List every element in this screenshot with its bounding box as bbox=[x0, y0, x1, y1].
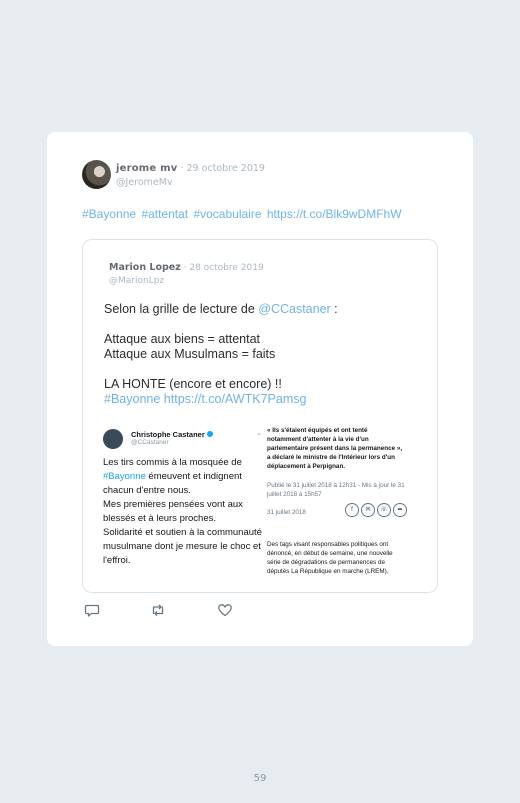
verified-icon bbox=[207, 431, 213, 437]
hashtag-link[interactable]: #vocabulaire bbox=[193, 207, 262, 221]
quoted-text-line: : bbox=[330, 302, 338, 316]
quoted-handle[interactable]: @MarionLpz bbox=[109, 276, 165, 286]
facebook-icon: f bbox=[345, 503, 359, 517]
quoted-text bbox=[104, 302, 424, 407]
avatar[interactable] bbox=[82, 160, 111, 189]
hashtag-link[interactable]: #attentat bbox=[141, 207, 189, 221]
url-link[interactable]: https://t.co/AWTK7Pamsg bbox=[163, 392, 307, 406]
separator: · bbox=[177, 163, 187, 174]
whatsapp-icon: ☏ bbox=[377, 503, 391, 517]
article-quote: « Ils s'étaient équipés et ont tenté notamment d'attenter à la vie d'un parlementaire présent dans la permanence », a déclaré le ministre de l'Intérieur lors d'un déplacement à Perpignan. bbox=[267, 427, 403, 470]
retweet-icon[interactable] bbox=[150, 602, 166, 618]
author-name[interactable]: jerome mv bbox=[116, 163, 178, 174]
tweet-author bbox=[116, 161, 265, 190]
email-icon: ✉ bbox=[361, 503, 375, 517]
author-handle[interactable]: @JeromeMv bbox=[116, 177, 173, 188]
article-paragraph: Des tags visant responsables politiques ont dénoncé, en début de semaine, une nouvelle série de dégradations de permanences de députés La République en marche (LREM), bbox=[267, 541, 393, 575]
quoted-text-line: Attaque aux Musulmans = faits bbox=[104, 347, 276, 361]
hashtag-link[interactable]: #Bayonne bbox=[82, 207, 137, 221]
screenshot-text: Les tirs commis à la mosquée de #Bayonne émeuvent et indignent chacun d'entre nous. Mes premières pensées vont aux blessés et à leurs proches. Solidarité et soutien à la communauté musulmane dont je mesure le choc et l'effroi. bbox=[103, 457, 262, 566]
share-icons bbox=[345, 503, 409, 517]
article-meta: Publié le 31 juillet 2018 à 12h31 - Mis à jour le 31 juillet 2018 à 15h57 bbox=[267, 482, 405, 498]
quoted-text-line: LA HONTE (encore et encore) !! bbox=[104, 377, 282, 391]
quoted-text-line: Attaque aux biens = attentat bbox=[104, 332, 261, 346]
quoted-author-name[interactable]: Marion Lopez bbox=[109, 262, 181, 273]
hashtag-link[interactable]: #Bayonne bbox=[104, 392, 161, 406]
chevron-down-icon: ⌄ bbox=[256, 430, 262, 437]
page-number: 59 bbox=[253, 773, 267, 784]
avatar bbox=[103, 429, 123, 449]
article-date: 31 juillet 2018 bbox=[267, 509, 306, 516]
heart-icon[interactable] bbox=[217, 602, 233, 618]
tweet-date[interactable]: 29 octobre 2019 bbox=[186, 163, 265, 174]
tweet-card bbox=[47, 132, 473, 646]
embedded-screenshot[interactable] bbox=[97, 425, 423, 590]
screenshot-author-name: Christophe Castaner bbox=[131, 430, 213, 439]
mention-link[interactable]: @CCastaner bbox=[258, 302, 331, 316]
quoted-author bbox=[109, 259, 264, 288]
reply-icon[interactable] bbox=[84, 602, 100, 618]
tweet-text bbox=[82, 207, 404, 221]
quoted-tweet[interactable] bbox=[82, 239, 438, 593]
share-icon: ➦ bbox=[393, 503, 407, 517]
screenshot-handle: @CCastaner bbox=[131, 439, 169, 446]
quoted-date[interactable]: 28 octobre 2019 bbox=[189, 263, 264, 273]
url-link[interactable]: https://t.co/Blk9wDMFhW bbox=[266, 207, 402, 221]
quoted-text-line: Selon la grille de lecture de bbox=[104, 302, 259, 316]
separator: · bbox=[180, 263, 190, 273]
